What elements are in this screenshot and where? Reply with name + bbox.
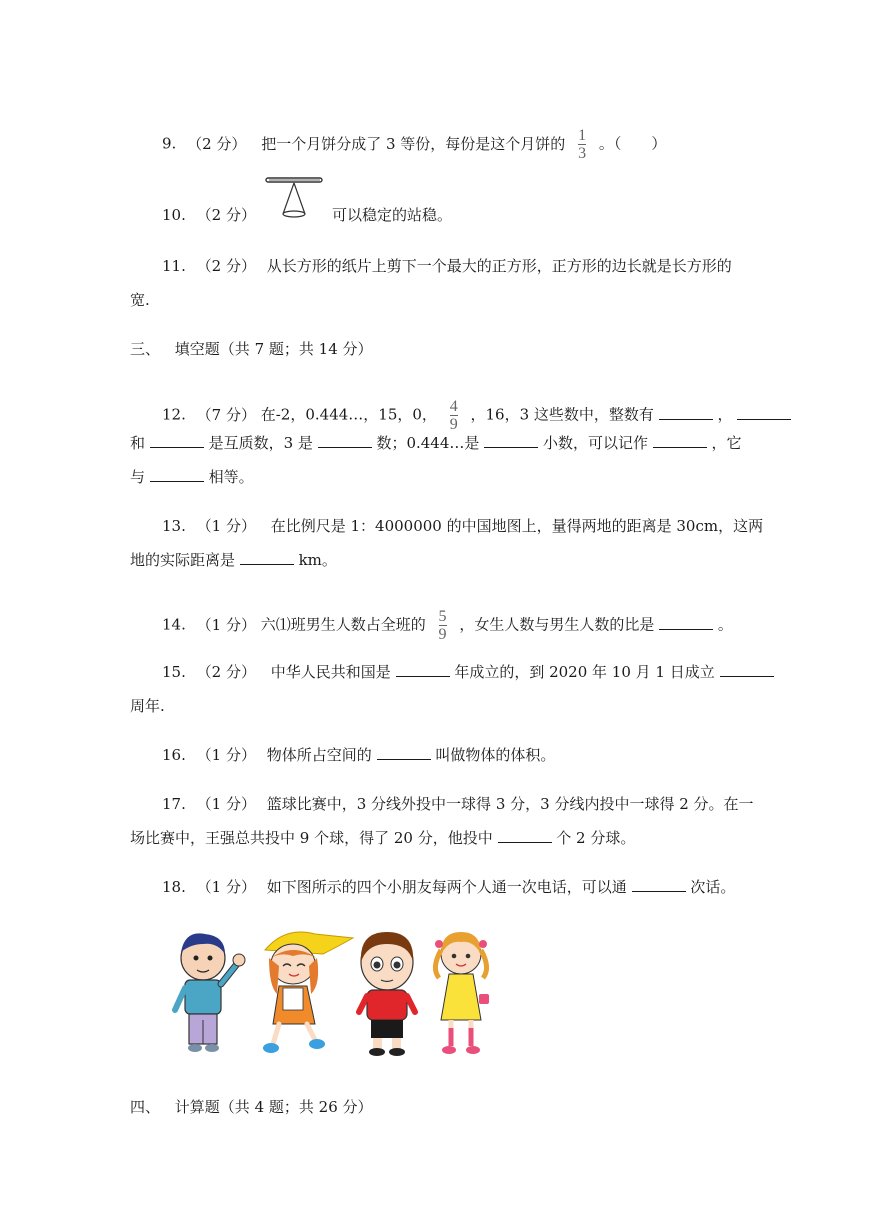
four-children-illustration — [165, 928, 510, 1063]
question-score: （1 分） — [196, 878, 256, 896]
question-text: 次话。 — [690, 878, 736, 896]
answer-blank[interactable] — [150, 467, 204, 482]
question-score: （2 分） — [196, 206, 256, 224]
girl-yellow-dress-figure — [435, 932, 489, 1054]
boy-waving-figure — [175, 933, 245, 1052]
question-15 — [162, 662, 774, 682]
answer-blank[interactable] — [150, 433, 204, 448]
answer-blank[interactable] — [659, 615, 713, 630]
question-score: （2 分） — [196, 257, 256, 275]
section-title: 计算题（共 4 题；共 26 分） — [174, 1098, 373, 1116]
question-score: （1 分） — [196, 615, 256, 634]
question-text: 在-2，0.444…，15，0， — [260, 405, 437, 424]
question-number: 17. — [162, 795, 186, 813]
question-13 — [162, 516, 763, 536]
question-score: （1 分） — [196, 517, 256, 535]
question-text: 篮球比赛中，3 分线外投中一球得 3 分，3 分线内投中一球得 2 分。在一 — [266, 795, 754, 813]
question-number: 11. — [162, 257, 186, 275]
question-text: 是互质数，3 是 — [208, 434, 313, 452]
question-text: 和 — [130, 434, 146, 452]
question-text: 可以稳定的站稳。 — [332, 206, 453, 224]
question-text: 如下图所示的四个小朋友每两个人通一次电话，可以通 — [266, 878, 627, 896]
answer-blank[interactable] — [737, 405, 791, 420]
cone-on-board-figure — [264, 174, 326, 222]
fraction-numerator: 4 — [449, 398, 458, 415]
question-9 — [162, 128, 666, 161]
question-text: 数；0.444…是 — [376, 434, 480, 452]
section-3-heading — [130, 339, 373, 359]
question-text: 叫做物体的体积。 — [435, 746, 556, 764]
question-text: 地的实际距离是 — [130, 551, 236, 569]
section-title: 填空题（共 7 题；共 14 分） — [174, 340, 373, 358]
section-number: 四、 — [130, 1098, 161, 1116]
question-text: 。 — [717, 615, 733, 634]
answer-blank[interactable] — [318, 433, 372, 448]
question-text: 小数，可以记作 — [542, 434, 648, 452]
fraction-4-9 — [450, 399, 458, 432]
answer-blank[interactable] — [484, 433, 538, 448]
fraction-denominator: 3 — [578, 145, 587, 162]
boy-red-shirt-figure — [359, 932, 415, 1056]
question-14 — [162, 609, 733, 642]
question-score: （1 分） — [196, 795, 256, 813]
question-number: 12. — [162, 405, 186, 424]
fraction-5-9 — [439, 609, 447, 642]
answer-blank[interactable] — [498, 828, 552, 843]
question-text: km。 — [298, 551, 337, 569]
fraction-denominator: 9 — [438, 626, 447, 643]
question-number: 9. — [162, 134, 177, 153]
question-number: 15. — [162, 663, 186, 681]
question-text: 与 — [130, 468, 146, 486]
question-16 — [162, 745, 555, 765]
question-text: 六⑴班男生人数占全班的 — [260, 615, 426, 634]
question-text: ，16，3 这些数中，整数有 — [470, 405, 654, 424]
question-17 — [162, 794, 754, 814]
question-text-end: 。（ ） — [598, 134, 667, 153]
question-score: （2 分） — [196, 663, 256, 681]
question-12-line3 — [130, 467, 254, 487]
question-text: 在比例尺是 1：4000000 的中国地图上，量得两地的距离是 30cm，这两 — [270, 517, 764, 535]
section-number: 三、 — [130, 340, 161, 358]
question-10 — [162, 205, 256, 225]
question-number: 10. — [162, 206, 186, 224]
question-text: 从长方形的纸片上剪下一个最大的正方形，正方形的边长就是长方形的 — [266, 257, 732, 275]
question-number: 18. — [162, 878, 186, 896]
question-12-line2 — [130, 433, 742, 453]
question-score: （7 分） — [196, 405, 256, 424]
question-text: 物体所占空间的 — [266, 746, 372, 764]
question-13-line2 — [130, 550, 337, 570]
question-text: 把一个月饼分成了 3 等份，每份是这个月饼的 — [261, 134, 566, 153]
question-number: 13. — [162, 517, 186, 535]
question-11-line2: 宽. — [130, 291, 150, 309]
answer-blank[interactable] — [720, 662, 774, 677]
question-11 — [162, 256, 732, 276]
section-4-heading — [130, 1097, 373, 1117]
answer-blank[interactable] — [240, 550, 294, 565]
question-text: 年成立的，到 2020 年 10 月 1 日成立 — [454, 663, 715, 681]
fraction-numerator: 5 — [438, 608, 447, 625]
question-text: ，它 — [711, 434, 742, 452]
fraction-numerator: 1 — [578, 127, 587, 144]
question-score: （1 分） — [196, 746, 256, 764]
fraction-denominator: 9 — [449, 416, 458, 433]
answer-blank[interactable] — [632, 877, 686, 892]
answer-blank[interactable] — [396, 662, 450, 677]
question-15-line2: 周年. — [130, 697, 165, 715]
question-text: 中华人民共和国是 — [270, 663, 391, 681]
question-text: ，女生人数与男生人数的比是 — [459, 615, 655, 634]
question-12 — [162, 399, 791, 432]
question-18 — [162, 877, 735, 897]
answer-blank[interactable] — [653, 433, 707, 448]
question-number: 14. — [162, 615, 186, 634]
question-score: （2 分） — [187, 134, 247, 153]
fraction-1-3 — [578, 128, 586, 161]
question-text: 个 2 分球。 — [556, 829, 636, 847]
question-number: 16. — [162, 746, 186, 764]
answer-blank[interactable] — [377, 745, 431, 760]
girl-yellow-hat-figure — [263, 932, 353, 1053]
answer-blank[interactable] — [659, 405, 713, 420]
question-text: 相等。 — [208, 468, 254, 486]
question-text: 场比赛中，王强总共投中 9 个球，得了 20 分，他投中 — [130, 829, 493, 847]
question-17-line2 — [130, 828, 635, 848]
question-text: ， — [717, 405, 733, 424]
